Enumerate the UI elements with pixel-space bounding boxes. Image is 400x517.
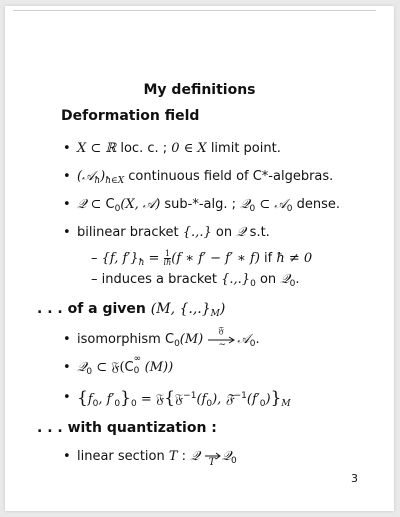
bullet-linear-section: linear section T : 𝒬 T 𝒬$_0$	[77, 449, 237, 468]
bullet-icon: •	[63, 197, 71, 212]
bullet-isomorphism: isomorphism $C_0(M)$ 𝔉 ∼ 𝒜$_0$.	[77, 325, 260, 350]
isomorphism-arrow: 𝔉 ∼	[207, 333, 237, 347]
bullet-icon: •	[63, 169, 71, 184]
subitem-bracket-definition: – {f, $f'\}_ħ$ = $\frac{1}{iħ}$ (f ∗ f′ − f′ ∗ f) if ħ ≠ 0	[91, 249, 313, 268]
section-heading-deformation-field: Deformation field	[61, 108, 200, 124]
bullet-icon: •	[63, 141, 71, 156]
bullet-limit-point: X ⊂ ℝ loc. c. ; 0 ∈ X limit point.	[77, 141, 281, 156]
page-number: 3	[351, 472, 358, 485]
bullet-icon: •	[63, 360, 71, 375]
sup-sub-stack: ∞ 0	[133, 354, 142, 376]
section-heading-quantization: . . . with quantization :	[37, 420, 217, 436]
bullet-inclusion: 𝒬$_0$ ⊂ 𝔉(C ∞ 0 (M))	[77, 354, 174, 377]
fraction: $\frac{1}{iħ}$	[163, 249, 172, 267]
top-rule	[13, 10, 376, 11]
section-arrow: T	[204, 450, 222, 464]
bullet-bracket-transport: {$f_0$, $f'_0\}_0$ = $𝔉\{𝔉^{-1}(f_0)$, $𝔉^{-1}(f'_0)\}_M$	[77, 388, 291, 409]
bullet-icon: •	[63, 225, 71, 240]
bullet-icon: •	[63, 332, 71, 347]
subitem-induced-bracket: – induces a bracket $\{.,.\}_0$ on 𝒬$_0$.	[91, 272, 300, 289]
bullet-subalgebra: 𝒬 ⊂ $C_0(X$, 𝒜) sub-*-alg. ; 𝒬$_0$ ⊂ 𝒜$_0$ dense.	[77, 197, 340, 214]
section-heading-given-manifold: . . . of a given (M, $\{.,.\}_M$)	[37, 301, 226, 319]
bullet-icon: •	[63, 390, 71, 405]
bullet-icon: •	[63, 449, 71, 464]
bullet-continuous-field: $(𝒜_ħ)_{ħ\in X}$ continuous field of C*-algebras.	[77, 169, 334, 186]
bullet-bilinear-bracket: bilinear bracket {.,.} on 𝒬 s.t.	[77, 225, 270, 240]
page-title: My definitions	[143, 82, 256, 98]
slide-page	[5, 6, 394, 511]
